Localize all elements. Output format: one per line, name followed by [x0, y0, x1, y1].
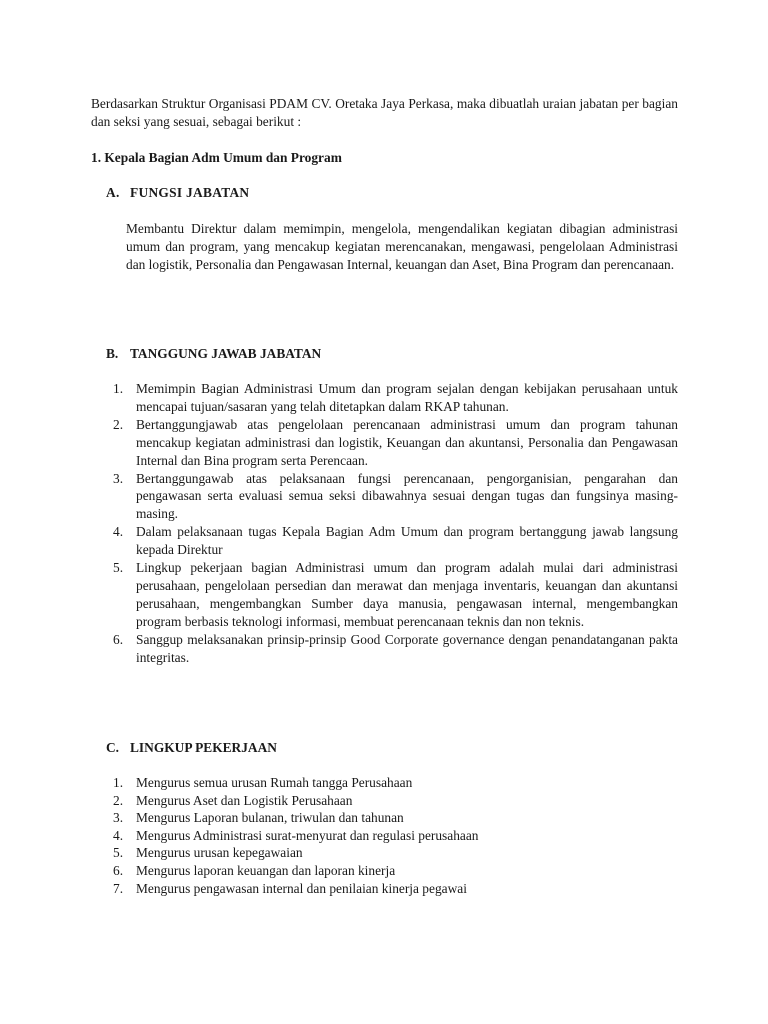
subsection-letter: A.	[106, 185, 120, 200]
list-number: 5.	[113, 560, 124, 576]
list-number: 1.	[113, 381, 124, 396]
list-number: 4.	[113, 827, 124, 843]
list-number: 3.	[113, 470, 124, 486]
list-item-text: Mengurus urusan kepegawaian	[136, 845, 303, 861]
list-number: 5.	[113, 845, 124, 861]
section-heading-kepala-bagian: 1. Kepala Bagian Adm Umum dan Program	[91, 150, 342, 165]
subsection-letter: C.	[106, 740, 120, 755]
list-item-text: Bertanggungjawab atas pengelolaan perencanaan administrasi umum dan program tahunan mencakup kegiatan administrasi dan logistik, Keuangan dan akuntansi, Personalia dan Pengawasan Internal dan Bina program serta Perencaan.	[136, 416, 678, 468]
list-item-text: Memimpin Bagian Administrasi Umum dan program sejalan dengan kebijakan perusahaan untuk mencapai tujuan/sasaran yang telah ditetapkan dalam RKAP tahunan.	[136, 381, 678, 414]
list-item	[91, 523, 678, 559]
list-item	[91, 862, 678, 880]
list-item-text: Mengurus pengawasan internal dan penilaian kinerja pegawai	[136, 880, 467, 896]
subsection-heading-lingkup-pekerjaan	[106, 739, 277, 757]
list-item-text: Dalam pelaksanaan tugas Kepala Bagian Adm Umum dan program bertanggung jawab langsung kepada Direktur	[136, 524, 678, 558]
list-number: 3.	[113, 810, 124, 826]
list-item	[91, 416, 678, 470]
list-item-text: Bertanggungawab atas pelaksanaan fungsi perencanaan, pengorganisian, pengarahan dan pengawasan serta evaluasi semua seksi dibawahnya sesuai dengan tugas dan fungsinya masing-masing.	[136, 470, 678, 522]
subsection-heading-fungsi-jabatan	[106, 184, 249, 202]
list-number: 7.	[113, 880, 124, 896]
list-item-text: Mengurus Laporan bulanan, triwulan dan tahunan	[136, 810, 404, 826]
list-number: 2.	[113, 792, 124, 808]
intro-paragraph: Berdasarkan Struktur Organisasi PDAM CV. Oretaka Jaya Perkasa, maka dibuatlah uraian jabatan per bagian dan seksi yang sesuai, sebagai berikut :	[91, 96, 678, 129]
list-item-text: Sanggup melaksanakan prinsip-prinsip Good Corporate governance dengan penandatanganan pakta integritas.	[136, 631, 678, 665]
list-number: 4.	[113, 524, 124, 540]
subsection-title: LINGKUP PEKERJAAN	[130, 740, 277, 755]
list-item	[91, 774, 678, 792]
list-item-text: Lingkup pekerjaan bagian Administrasi umum dan program adalah mulai dari administrasi perusahaan, pengelolaan persedian dan merawat dan menjaga inventaris, keuangan dan akuntansi perusahaan, mengembangkan Sumber daya manusia, pengawasan internal, mengembangkan program berbasis teknologi informasi, membuat perencanaan teknis dan non teknis.	[136, 560, 678, 629]
list-item-text: Mengurus Administrasi surat-menyurat dan regulasi perusahaan	[136, 827, 479, 843]
list-item	[91, 470, 678, 524]
list-item	[91, 827, 678, 845]
list-item	[91, 844, 678, 862]
list-item-text: Mengurus laporan keuangan dan laporan kinerja	[136, 862, 396, 878]
list-item	[91, 380, 678, 416]
list-item	[91, 880, 678, 898]
subsection-letter: B.	[106, 346, 119, 361]
list-item	[91, 631, 678, 667]
list-number: 6.	[113, 862, 124, 878]
list-number: 1.	[113, 775, 124, 790]
list-item	[91, 792, 678, 810]
lingkup-pekerjaan-list	[91, 774, 678, 897]
list-number: 6.	[113, 631, 124, 647]
tanggung-jawab-list	[91, 380, 678, 667]
fungsi-jabatan-paragraph: Membantu Direktur dalam memimpin, mengelola, mengendalikan kegiatan dibagian administrasi umum dan program, yang mencakup kegiatan merencanakan, mengawasi, pengelolaan Administrasi dan logistik, Personalia dan Pengawasan Internal, keuangan dan Aset, Bina Program dan perencanaan.	[126, 221, 678, 273]
list-item-text: Mengurus semua urusan Rumah tangga Perusahaan	[136, 775, 413, 790]
list-number: 2.	[113, 416, 124, 432]
list-item	[91, 809, 678, 827]
subsection-title: TANGGUNG JAWAB JABATAN	[130, 346, 322, 361]
list-item	[91, 559, 678, 631]
subsection-title: FUNGSI JABATAN	[130, 185, 250, 200]
list-item-text: Mengurus Aset dan Logistik Perusahaan	[136, 792, 353, 808]
subsection-heading-tanggung-jawab	[106, 345, 321, 363]
